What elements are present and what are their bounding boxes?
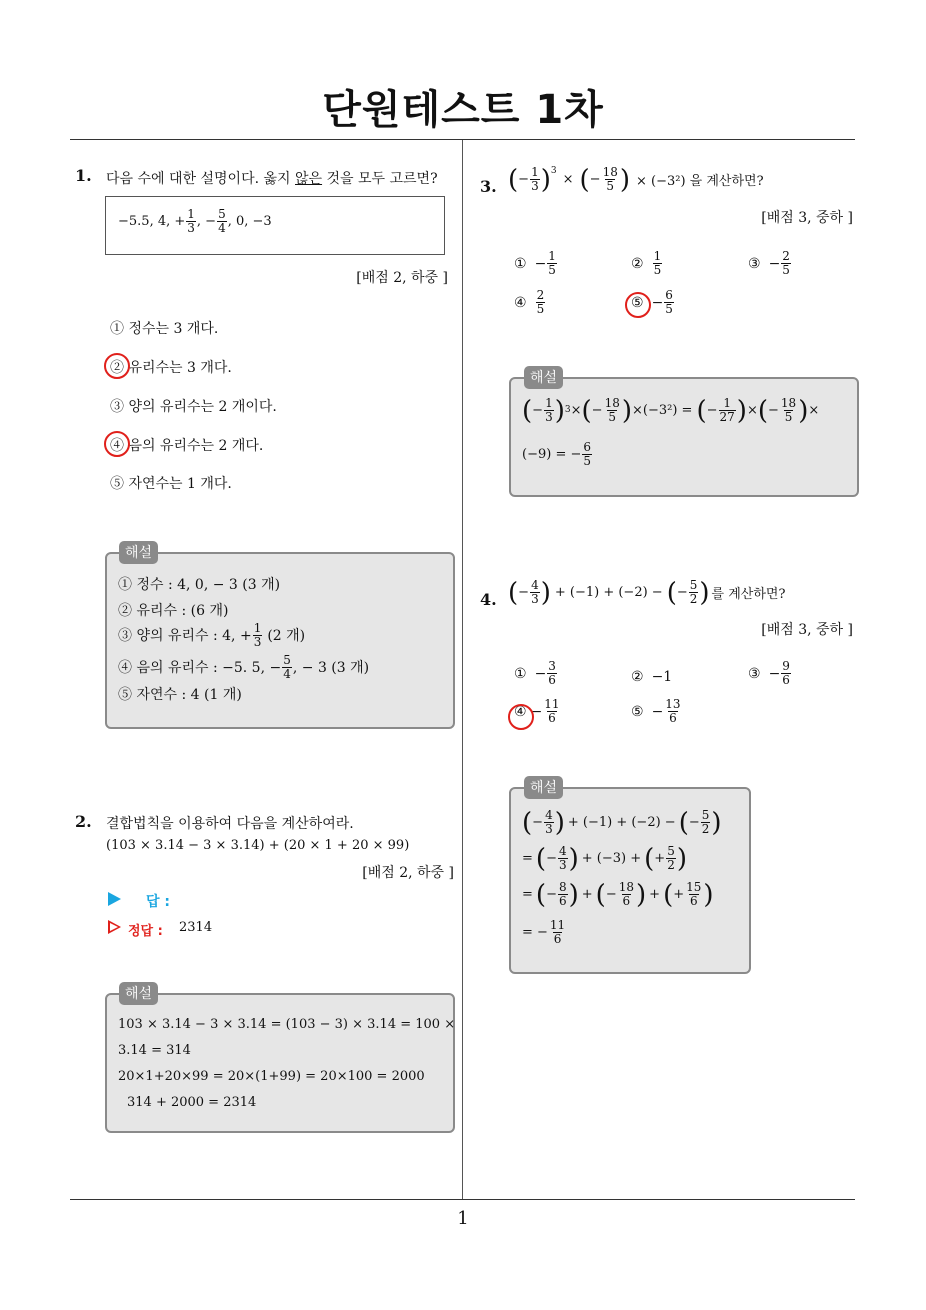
q1-option-1[interactable]: ① 정수는 3 개다.: [110, 321, 219, 337]
q2-exp-line: 20×1+20×99 = 20×(1+99) = 20×100 = 2000: [118, 1069, 425, 1084]
q3-exp-line: (−9) = − $\frac{6}{5}$: [522, 440, 591, 468]
page-number: 1: [457, 1208, 469, 1229]
explanation-tag: 해설: [119, 541, 158, 564]
q1-score: [배점 2, 하중 ]: [356, 270, 448, 286]
q1-option-2[interactable]: ② 유리수는 3 개다.: [110, 360, 232, 376]
selected-mark: [508, 704, 534, 730]
q4-option-1[interactable]: ① − $\frac{3}{6}$: [514, 659, 556, 687]
selected-mark: [625, 292, 651, 318]
q3-score: [배점 3, 중하 ]: [761, 210, 853, 226]
q2-exp-line: 314 + 2000 = 2314: [127, 1095, 257, 1110]
q1-exp-line: ④ 음의 유리수 : −5. 5, − $\frac{5}{4}$ , − 3 (3 개): [118, 653, 370, 681]
q1-number: 1.: [75, 166, 92, 185]
q1-question: 다음 수에 대한 설명이다. 옳지 않은 것을 모두 고르면?: [106, 171, 438, 187]
q4-option-4[interactable]: ④ − $\frac{11}{6}$: [514, 697, 560, 725]
q4-exp-line: = ( − $\frac{8}{6}$ ) + ( − $\frac{18}{6}$ ) + ( + $\frac{15}{6}$ ): [522, 879, 714, 910]
q3-option-3[interactable]: ③ − $\frac{2}{5}$: [748, 249, 790, 277]
q3-option-1[interactable]: ① − $\frac{1}{5}$: [514, 249, 556, 277]
selected-mark: [104, 431, 130, 457]
q4-exp-line: ( − $\frac{4}{3}$ ) + (−1) + (−2) − ( − $\frac{5}{2}$ ): [522, 807, 722, 838]
q2-exp-line: 103 × 3.14 − 3 × 3.14 = (103 − 3) × 3.14 = 100 ×: [118, 1017, 456, 1032]
q4-option-3[interactable]: ③ − $\frac{9}{6}$: [748, 659, 790, 687]
q4-score: [배점 3, 중하 ]: [761, 622, 853, 638]
q3-option-5[interactable]: ⑤ − $\frac{6}{5}$: [631, 288, 673, 316]
q3-exp-line: ( − $\frac{1}{3}$ ) 3 × ( − $\frac{18}{5}$ ) ×(−3²) = ( − $\frac{1}{27}$ ) × ( − $\frac{18}{5}$ ) ×: [522, 395, 820, 426]
explanation-tag: 해설: [119, 982, 158, 1005]
q1-exp-line: ⑤ 자연수 : 4 (1 개): [118, 687, 242, 703]
q4-option-5[interactable]: ⑤ − $\frac{13}{6}$: [631, 697, 681, 725]
q1-exp-line: ① 정수 : 4, 0, − 3 (3 개): [118, 577, 281, 593]
explanation-tag: 해설: [524, 776, 563, 799]
q4-question: ( − $\frac{4}{3}$ ) + (−1) + (−2) − ( − $\frac{5}{2}$ ) 를 계산하면?: [508, 577, 786, 608]
q1-exp-line: ② 유리수 : (6 개): [118, 603, 229, 619]
selected-mark: [104, 353, 130, 379]
q3-option-4[interactable]: ④ $\frac{2}{5}$: [514, 288, 545, 316]
q1-option-4[interactable]: ④ 음의 유리수는 2 개다.: [110, 438, 264, 454]
q3-number: 3.: [480, 177, 497, 196]
q1-number-box: −5.5, 4, + $\frac{1}{3}$ , − $\frac{5}{4}$ , 0, −3: [105, 196, 445, 255]
q1-option-3[interactable]: ③ 양의 유리수는 2 개이다.: [110, 399, 277, 415]
q4-exp-line: = − $\frac{11}{6}$: [522, 918, 566, 946]
q4-exp-line: = ( − $\frac{4}{3}$ ) + (−3) + ( + $\frac{5}{2}$ ): [522, 843, 687, 874]
column-divider: [462, 140, 463, 1200]
q4-explanation-box: [509, 787, 751, 974]
q1-exp-line: ③ 양의 유리수 : 4, + $\frac{1}{3}$ (2 개): [118, 621, 306, 649]
q2-correct-value: 2314: [179, 920, 213, 935]
q2-answer-label: 답 :: [146, 894, 170, 910]
q4-number: 4.: [480, 590, 497, 609]
q2-score: [배점 2, 하중 ]: [362, 865, 454, 881]
q2-correct-label: 정답 :: [128, 924, 163, 939]
explanation-tag: 해설: [524, 366, 563, 389]
q1-explanation-box: [105, 552, 455, 729]
q1-option-5[interactable]: ⑤ 자연수는 1 개다.: [110, 476, 232, 492]
q3-question: ( − $\frac{1}{3}$ ) $^3$ × ( − $\frac{18}{5}$ ) × (−3²) 을 계산하면?: [508, 164, 764, 195]
q2-question: 결합법칙을 이용하여 다음을 계산하여라.: [106, 816, 354, 832]
answer-arrow-icon: [108, 892, 121, 906]
footer-rule: [70, 1199, 855, 1200]
q2-expression: (103 × 3.14 − 3 × 3.14) + (20 × 1 + 20 × 99): [106, 838, 410, 853]
page-title: 단원테스트 1차: [322, 87, 604, 133]
q2-exp-line: 3.14 = 314: [118, 1043, 191, 1058]
correct-arrow-hole: [110, 923, 118, 931]
q3-option-2[interactable]: ② $\frac{1}{5}$: [631, 249, 662, 277]
q2-number: 2.: [75, 812, 92, 831]
q3-explanation-box: [509, 377, 859, 497]
q4-option-2[interactable]: ② −1: [631, 669, 673, 685]
q2-explanation-box: [105, 993, 455, 1133]
